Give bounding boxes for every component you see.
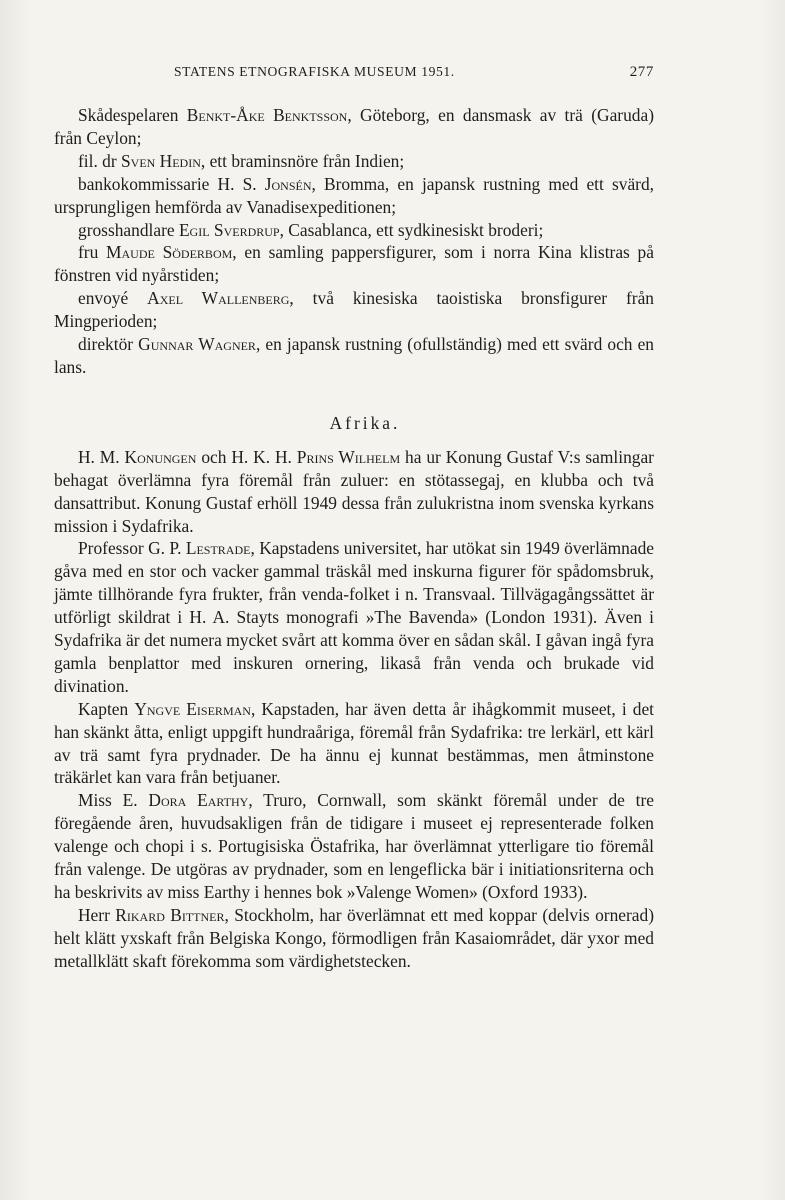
paragraph: [54, 219, 654, 242]
person-name: Prins Wilhelm: [296, 446, 401, 467]
person-name: Benkt-Åke Benktsson: [186, 105, 348, 125]
person-name: Rikard Bittner: [115, 904, 225, 925]
paragraph-text: H. M.: [78, 446, 125, 467]
person-name: Yngve Eiserman: [134, 698, 251, 719]
person-name: Lestrade: [185, 538, 251, 559]
page-body: [54, 104, 654, 973]
paragraph-text: , Kapstaden, har även detta år ihågkommit museet, i det han skänkt åtta, enligt uppgift hundraåriga, föremål från Sydafrika: tre lerkärl, ett kärl av trä samt fyra prydnader. De ha ännu ej kunnat bestämmas, men åtminstone träkärlet kan vara från betjuaner.: [54, 698, 654, 788]
paragraph: [54, 537, 654, 697]
paragraph-text: ha ur Konung Gustaf V:s samlingar behagat överlämna fyra föremål från zuluer: en stötassegaj, en klubba och två dansattribut. Konung Gustaf erhöll 1949 dessa från zulukristna inom svenska kyrkans mission i Sydafrika.: [54, 446, 654, 536]
paragraph-text: och H. K. H.: [196, 446, 297, 467]
paragraph-text: Professor G. P.: [78, 538, 186, 559]
paragraph-text: Skådespelaren: [78, 105, 187, 125]
paragraph: [54, 789, 654, 904]
paragraph-text: , Stockholm, har överlämnat ett med koppar (delvis ornerad) helt klätt yxskaft från Belgiska Kongo, förmodligen från Kasaiområdet, där yxor med metallklätt skaft förekomma som värdighetstecken.: [54, 904, 654, 971]
running-head: STATENS ETNOGRAFISKA MUSEUM 1951.: [174, 64, 455, 79]
paragraph-text: , Göteborg, en dansmask av trä (Garuda) från Ceylon;: [54, 105, 655, 148]
person-name: Sven Hedin: [120, 150, 201, 171]
acquisitions-list: [54, 104, 654, 379]
paragraph-text: , Casablanca, ett sydkinesiskt broderi;: [279, 219, 544, 240]
paragraph-text: grosshandlare: [78, 219, 179, 240]
person-name: Dora Earthy: [148, 790, 249, 811]
person-name: Axel Wallenberg: [147, 288, 290, 309]
person-name: Gunnar Wagner: [138, 334, 256, 355]
paragraph-text: Herr: [78, 904, 116, 925]
paragraph-text: , Truro, Cornwall, som skänkt föremål under de tre föregående åren, huvudsakligen från de tidigare i museet ej representerade folken valenge och chopi i s. Portugisiska Östafrika, har överlämnat ytterligare tio föremål från valenge. De utgöras av prydnader, som en lengeflicka bär i initiationsriterna och ha beskrivits av miss Earthy i hennes bok »Valenge Women» (Oxford 1933).: [54, 790, 654, 902]
paragraph-text: direktör: [78, 334, 139, 355]
paragraph-text: , en japansk rustning (ofullständig) med ett svärd och en lans.: [54, 334, 655, 377]
paragraph: [54, 104, 654, 150]
paragraph-text: , Kapstadens universitet, har utökat sin 1949 överlämnade gåva med en stor och vacker gammal träskål med inskurna figurer för spådomsbruk, jämte tillhörande fyra frukter, från venda-folket i n. Transvaal. Tillvägagångssättet är utförligt skildrat i H. A. Stayts monografi »The Bavenda» (London 1931). Även i Sydafrika är det numera mycket svårt att komma över en sådan skål. I gåvan ingå fyra gamla benplattor med inskuren ornering, likaså från venda och brukade vid divination.: [54, 538, 654, 696]
person-name: Konungen: [124, 446, 197, 467]
paragraph-text: fil. dr: [78, 150, 121, 171]
paragraph-text: Miss E.: [78, 790, 149, 811]
paragraph-text: , ett braminsnöre från Indien;: [200, 150, 405, 171]
afrika-section: [54, 446, 654, 973]
person-name: Maude Söderbom: [106, 242, 233, 263]
paragraph-text: bankokommissarie H. S.: [78, 173, 265, 194]
paragraph-text: Kapten: [78, 698, 135, 719]
paragraph: [54, 287, 654, 333]
paragraph-text: envoyé: [78, 288, 148, 309]
paragraph: [54, 333, 654, 379]
person-name: Jonsén: [264, 173, 312, 194]
paragraph: [54, 241, 654, 287]
person-name: Egil Sverdrup: [178, 219, 280, 240]
section-title-afrika: Afrika.: [329, 412, 401, 433]
paragraph-text: , två kinesiska taoistiska bronsfigurer från Mingperioden;: [54, 288, 654, 332]
paragraph: [54, 150, 654, 173]
paragraph: [54, 698, 654, 790]
page-header: [174, 64, 654, 84]
paragraph-text: , en samling pappersfigurer, som i norra Kina klistras på fönstren vid nyårstiden;: [54, 242, 654, 286]
paragraph: [54, 173, 654, 219]
paragraph-text: fru: [78, 242, 107, 263]
paragraph: [54, 904, 654, 973]
paragraph-text: , Bromma, en japansk rustning med ett svärd, ursprungligen hemförda av Vanadisexpeditionen;: [54, 173, 654, 217]
paragraph: [54, 446, 654, 538]
page-number: 277: [629, 64, 654, 80]
